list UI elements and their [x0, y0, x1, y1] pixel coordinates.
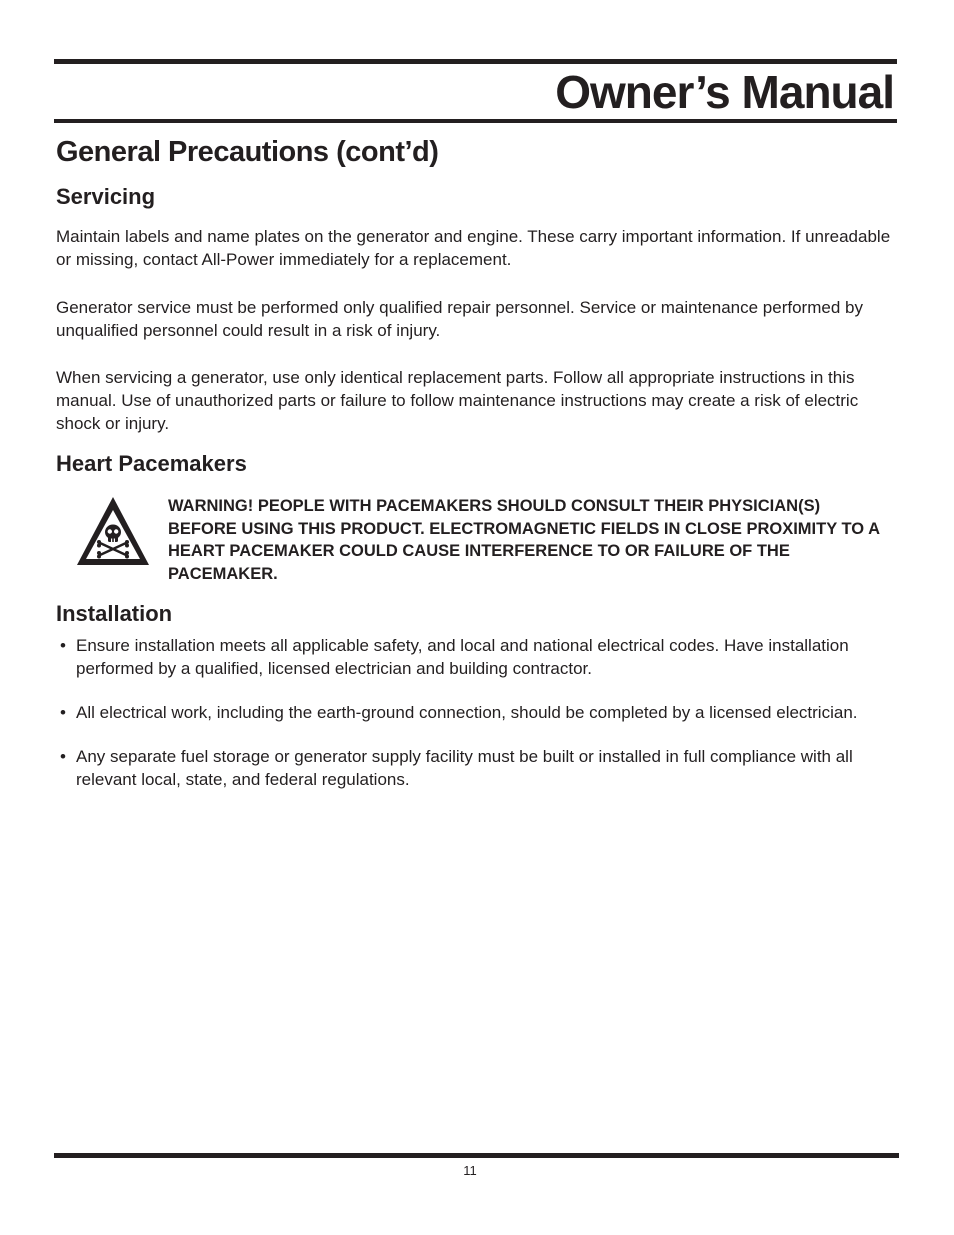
installation-item-text: Any separate fuel storage or generator supply facility must be built or installed in full compliance with all relevant local, state, and federal regulations. — [76, 747, 853, 789]
header-bottom-rule — [54, 119, 897, 123]
servicing-paragraph-2: Generator service must be performed only qualified repair personnel. Service or maintenance performed by unqualified personnel could result in a risk of injury. — [56, 298, 863, 340]
bullet-glyph: • — [60, 636, 66, 655]
footer-rule — [54, 1153, 899, 1158]
manual-title: Owner’s Manual — [555, 66, 894, 118]
section-title: General Precautions (cont’d) — [56, 136, 439, 168]
list-item — [56, 745, 916, 791]
servicing-heading: Servicing — [56, 184, 156, 209]
skull-crossbones-warning-icon — [74, 494, 152, 568]
bullet-glyph: • — [60, 747, 66, 766]
page-number: 11 — [463, 1163, 477, 1178]
servicing-paragraph-3: When servicing a generator, use only identical replacement parts. Follow all appropriate instructions in this manual. Use of unauthorized parts or failure to follow maintenance instructions may create a risk of electric shock or injury. — [56, 368, 859, 433]
installation-list — [56, 634, 916, 812]
servicing-paragraph-1: Maintain labels and name plates on the generator and engine. These carry important information. If unreadable or missing, contact All-Power immediately for a replacement. — [56, 227, 891, 269]
pacemakers-heading: Heart Pacemakers — [56, 451, 247, 476]
bullet-glyph: • — [60, 703, 66, 722]
installation-item-text: Ensure installation meets all applicable safety, and local and national electrical codes. Have installation performed by a qualified, licensed electrician and building contractor. — [76, 636, 849, 678]
list-item — [56, 634, 916, 680]
pacemaker-warning-text: WARNING! PEOPLE WITH PACEMAKERS SHOULD CONSULT THEIR PHYSICIAN(S) BEFORE USING THIS PRODUCT. ELECTROMAGNETIC FIELDS IN CLOSE PROXIMITY TO A HEART PACEMAKER COULD CAUSE INTERFERENCE TO OR FAILURE OF THE PACEMAKER. — [168, 497, 880, 583]
installation-item-text: All electrical work, including the earth-ground connection, should be completed by a licensed electrician. — [76, 703, 858, 722]
installation-heading: Installation — [56, 601, 173, 626]
list-item — [56, 701, 916, 724]
